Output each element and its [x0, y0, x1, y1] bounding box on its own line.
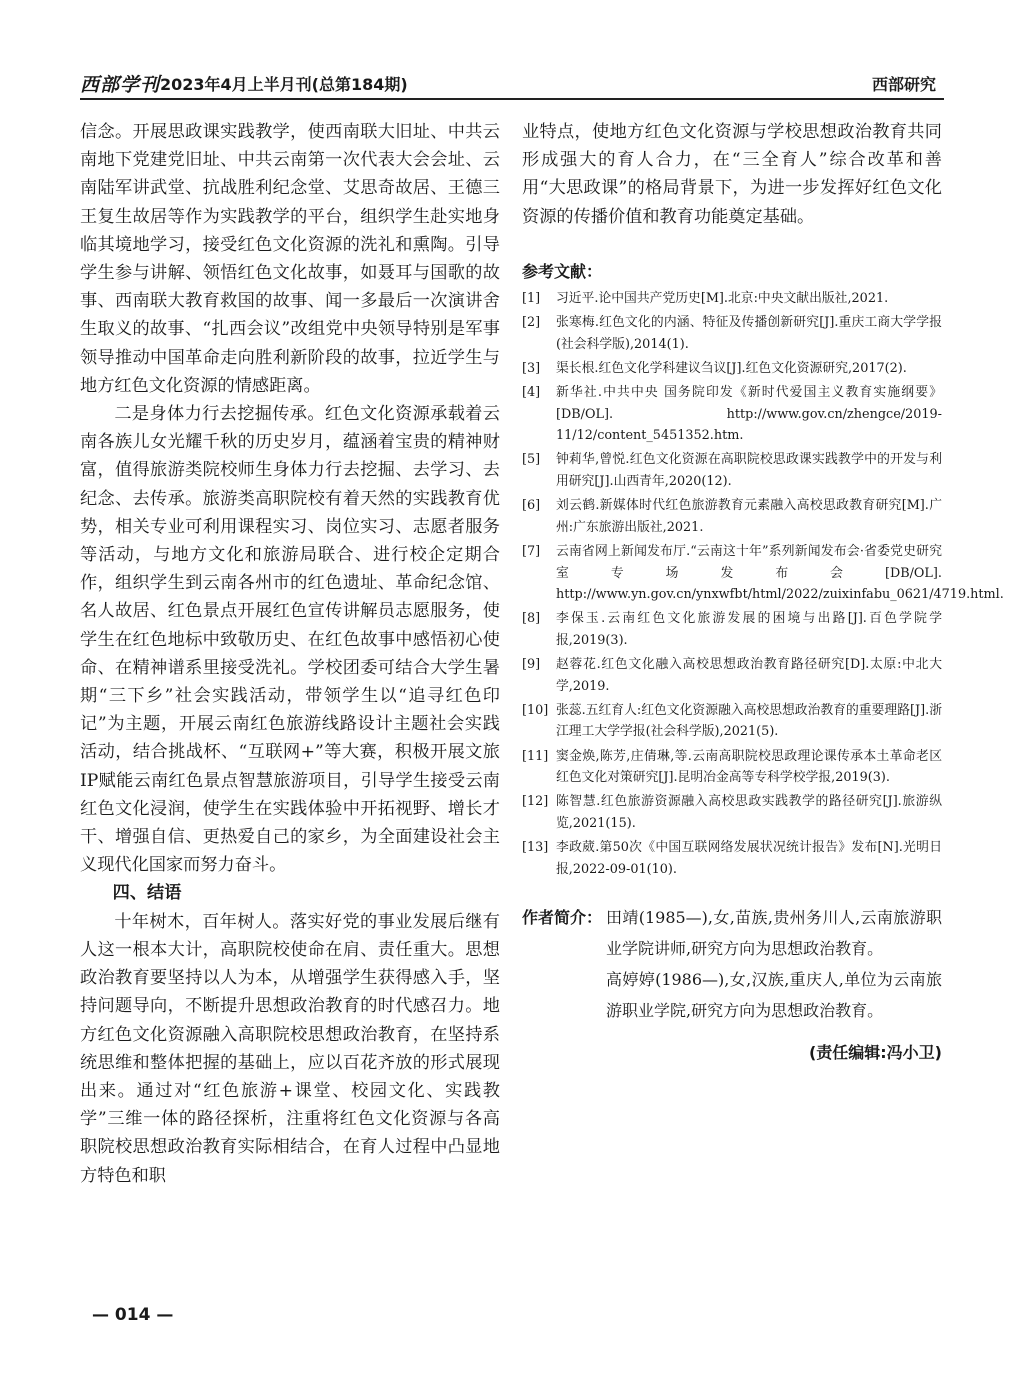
- reference-number: [7]: [522, 543, 541, 559]
- journal-logo: 西部学刊: [80, 74, 161, 96]
- journal-issue: 2023年4月上半月刊(总第184期): [160, 75, 408, 94]
- page-number: — 014 —: [92, 1305, 174, 1325]
- reference-text: 钟莉华,曾悦.红色文化资源在高职院校思政课实践教学中的开发与利用研究[J].山西青年,2020(12).: [556, 452, 942, 489]
- body-paragraph: 信念。开展思政课实践教学，使西南联大旧址、中共云南地下党建党旧址、中共云南第一次代表大会会址、云南陆军讲武堂、抗战胜利纪念堂、艾思奇故居、王德三王复生故居等作为实践教学的平台，组织学生赴实地身临其境地学习，接受红色文化资源的洗礼和熏陶。引导学生参与讲解、领悟红色文化故事，如聂耳与国歌的故事、西南联大教育救国的故事、闻一多最后一次演讲舍生取义的故事、“扎西会议”改组党中央领导特别是军事领导推动中国革命走向胜利新阶段的故事，拉近学生与地方红色文化资源的情感距离。: [80, 122, 500, 396]
- body-paragraph: 二是身体力行去挖掘传承。红色文化资源承载着云南各族儿女光耀千秋的历史岁月，蕴涵着宝贵的精神财富，值得旅游类院校师生身体力行去挖掘、去学习、去纪念、去传承。旅游类高职院校有着天然的实践教育优势，相关专业可利用课程实习、岗位实习、志愿者服务等活动，与地方文化和旅游局联合、进行校企定期合作，组织学生到云南各州市的红色遗址、革命纪念馆、名人故居、红色景点开展红色宣传讲解员志愿服务，使学生在红色地标中致敬历史、在红色故事中感悟初心使命、在精神谱系里接受洗礼。学校团委可结合大学生暑期“三下乡”社会实践活动，带领学生以“追寻红色印记”为主题，开展云南红色旅游线路设计主题社会实践活动，结合挑战杯、“互联网+”等大赛，积极开展文旅IP赋能云南红色景点智慧旅游项目，引导学生接受云南红色文化浸润，使学生在实践体验中开拓视野、增长才干、增强自信、更热爱自己的家乡，为全面建设社会主义现代化国家而努力奋斗。: [80, 404, 500, 876]
- running-header: [80, 68, 944, 100]
- reference-number: [2]: [522, 315, 541, 330]
- reference-number: [9]: [522, 657, 541, 673]
- reference-text: 赵蓉花.红色文化融入高校思想政治教育路径研究[D].太原:中北大学,2019.: [556, 657, 942, 694]
- reference-item: [522, 746, 942, 789]
- author-bio: [522, 902, 942, 1026]
- reference-number: [8]: [522, 611, 541, 627]
- reference-number: [3]: [522, 360, 541, 376]
- author-bio-label: 作者简介：: [522, 908, 603, 928]
- author-bio-text: 高婷婷(1986—),女,汉族,重庆人,单位为云南旅游职业学院,研究方向为思想政治教育。: [606, 970, 942, 1021]
- reference-text: 李政葳.第50次《中国互联网络发展状况统计报告》发布[N].光明日报,2022-09-01(10).: [556, 840, 942, 877]
- reference-text: 云南省网上新闻发布厅.“云南这十年”系列新闻发布会·省委党史研究室专场发布会[DB/OL]. http://www.yn.gov.cn/ynxwfbt/html/2022/zuixinfabu_0621/4719.html.: [556, 543, 1004, 603]
- reference-text: 习近平.论中国共产党历史[M].北京:中央文献出版社,2021.: [556, 290, 889, 306]
- reference-item: [522, 608, 942, 651]
- reference-list: [522, 288, 1004, 881]
- reference-item: [522, 700, 942, 743]
- body-paragraph: 十年树木，百年树人。落实好党的事业发展后继有人这一根本大计，高职院校使命在肩、责任重大。思想政治教育要坚持以人为本，从增强学生获得感入手，坚持问题导向，不断提升思想政治教育的时代感召力。地方红色文化资源融入高职院校思想政治教育，在坚持系统思维和整体把握的基础上，应以百花齐放的形式展现出来。通过对“红色旅游+课堂、校园文化、实践教学”三维一体的路径探析，注重将红色文化资源与各高职院校思想政治教育实际相结合，在育人过程中凸显地方特色和职: [80, 911, 500, 1186]
- references-heading: 参考文献：: [522, 261, 603, 281]
- reference-number: [10]: [522, 702, 549, 718]
- reference-text: 张蕊.五红育人:红色文化资源融入高校思想政治教育的重要理路[J].浙江理工大学学报(社会科学版),2021(5).: [556, 702, 942, 740]
- reference-number: [6]: [522, 498, 541, 514]
- author-bio-text: 田靖(1985—),女,苗族,贵州务川人,云南旅游职业学院讲师,研究方向为思想政治教育。: [606, 908, 942, 959]
- reference-text: 陈智慧.红色旅游资源融入高校思政实践教学的路径研究[J].旅游纵览,2021(15).: [556, 794, 942, 831]
- reference-item: [522, 837, 942, 880]
- reference-item: [522, 495, 942, 538]
- left-column: [80, 118, 500, 1190]
- section-title: 西部研究: [871, 75, 936, 94]
- reference-item: [522, 791, 942, 834]
- right-column: [522, 118, 1004, 1063]
- reference-number: [11]: [522, 748, 549, 764]
- reference-text: 新华社.中共中央 国务院印发《新时代爱国主义教育实施纲要》[DB/OL]. http://www.gov.cn/zhengce/2019-11/12/content_5451352.htm.: [556, 384, 942, 444]
- reference-number: [12]: [522, 794, 549, 810]
- reference-text: 李保玉.云南红色文化旅游发展的困境与出路[J].百色学院学报,2019(3).: [556, 611, 942, 648]
- reference-item: [522, 449, 942, 492]
- reference-number: [13]: [522, 840, 549, 856]
- reference-item: [522, 288, 942, 310]
- reference-item: [522, 654, 942, 697]
- reference-number: [1]: [522, 290, 541, 306]
- reference-item: [522, 541, 1004, 606]
- editor-note: (责任编辑:冯小卫): [808, 1043, 942, 1063]
- section-heading: 四、结语: [112, 883, 182, 904]
- reference-text: 张寒梅.红色文化的内涵、特征及传播创新研究[J].重庆工商大学学报(社会科学版),2014(1).: [556, 315, 942, 352]
- reference-item: [522, 358, 942, 380]
- reference-text: 窦金焕,陈芳,庄倩琳,等.云南高职院校思政理论课传承本土革命老区红色文化对策研究[J].昆明冶金高等专科学校学报,2019(3).: [556, 748, 942, 786]
- reference-text: 渠长根.红色文化学科建议刍议[J].红色文化资源研究,2017(2).: [556, 360, 907, 376]
- reference-item: [522, 312, 942, 355]
- reference-number: [5]: [522, 452, 541, 468]
- reference-number: [4]: [522, 384, 541, 400]
- reference-item: [522, 382, 942, 447]
- body-paragraph: 业特点，使地方红色文化资源与学校思想政治教育共同形成强大的育人合力，在“三全育人”综合改革和善用“大思政课”的格局背景下，为进一步发挥好红色文化资源的传播价值和教育功能奠定基础。: [522, 122, 942, 227]
- reference-text: 刘云鹤.新媒体时代红色旅游教育元素融入高校思政教育研究[M].广州:广东旅游出版社,2021.: [556, 498, 942, 535]
